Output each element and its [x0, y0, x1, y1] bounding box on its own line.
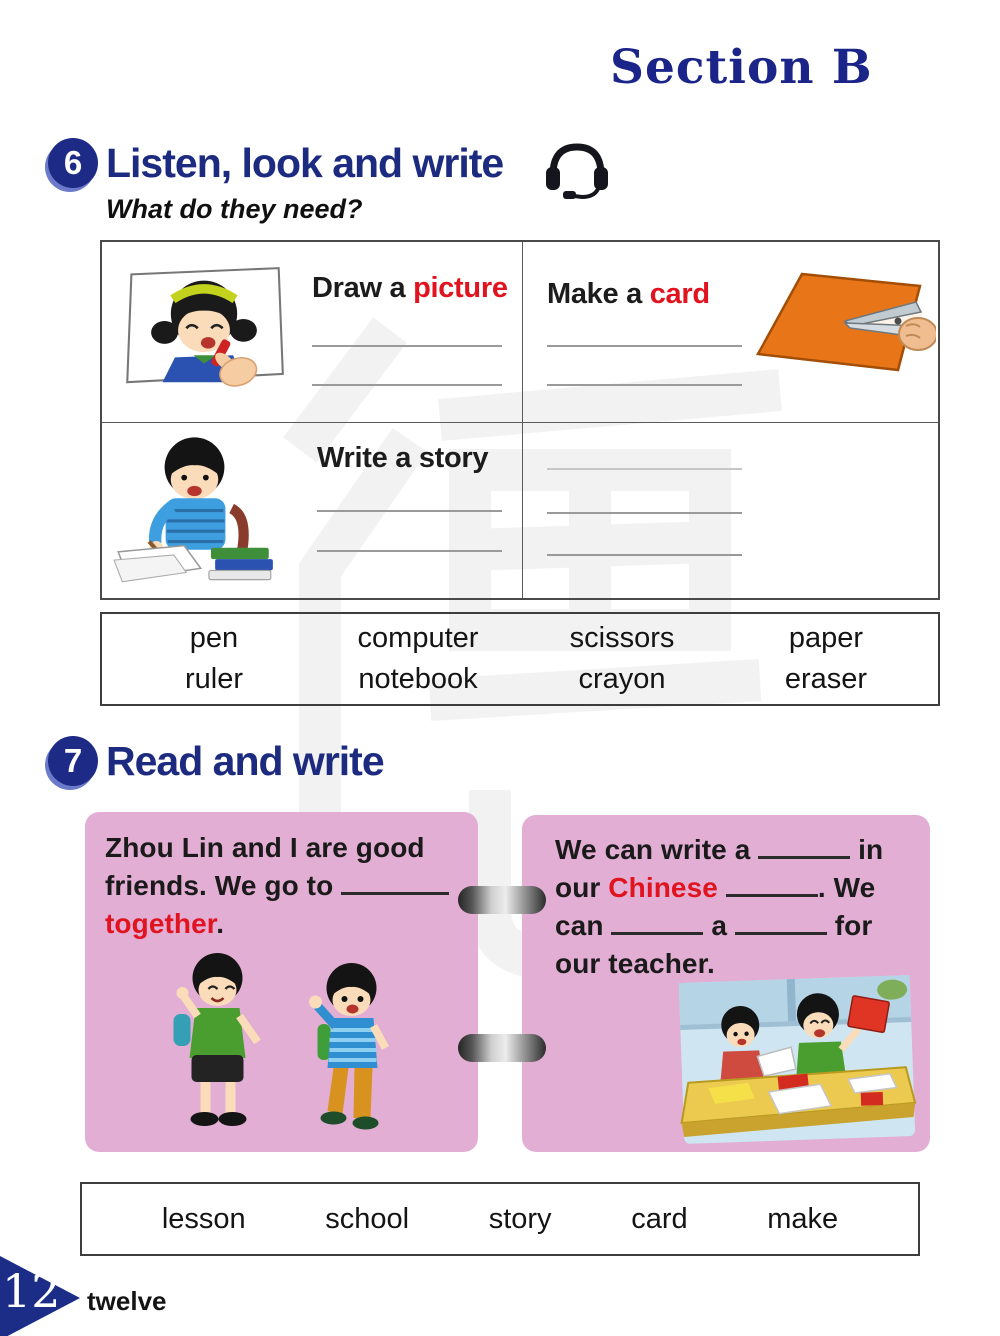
girl-drawing-illustration: [120, 264, 288, 404]
card-text-segment: in our: [555, 834, 884, 903]
notebook-card-left: [85, 812, 478, 1152]
right-card-text: [522, 815, 930, 983]
card-text-segment: .: [216, 908, 225, 939]
blank-line[interactable]: [341, 871, 449, 895]
blank-line[interactable]: [547, 345, 742, 347]
word-bank-2: [80, 1182, 920, 1256]
word-bank-word: paper: [788, 622, 864, 654]
label-keyword: picture: [413, 272, 508, 304]
blank-line[interactable]: [726, 873, 818, 897]
section-header: Section B: [610, 40, 873, 95]
blank-line[interactable]: [547, 384, 742, 386]
blank-line[interactable]: [611, 911, 703, 935]
activity-table: [100, 240, 940, 600]
blank-line[interactable]: [312, 345, 502, 347]
cell-label-make: [547, 278, 710, 311]
blank-line[interactable]: [312, 384, 502, 386]
word-bank-word: school: [325, 1202, 410, 1235]
left-card-text: [85, 812, 478, 943]
card-text-segment: for our teacher.: [555, 910, 873, 979]
page-number-word: twelve: [87, 1286, 167, 1316]
word-bank-word: story: [488, 1202, 552, 1235]
blank-line[interactable]: [735, 911, 827, 935]
label-text: Draw a: [312, 272, 414, 304]
card-text-segment: We can write a: [555, 834, 759, 865]
word-bank-word: card: [631, 1202, 688, 1235]
label-text: Write a story: [317, 442, 489, 474]
card-text-segment: [718, 872, 726, 903]
page-number: 12: [2, 1264, 61, 1318]
blank-line[interactable]: [547, 468, 742, 470]
label-keyword: card: [649, 278, 710, 310]
word-bank-word: eraser: [784, 663, 868, 695]
card-text-segment: a: [703, 910, 735, 941]
classroom-illustration: [674, 973, 920, 1146]
label-text: Make a: [547, 278, 650, 310]
binder-ring: [458, 1034, 546, 1062]
exercise6-badge: 6: [48, 138, 98, 188]
boy-writing-illustration: [112, 430, 277, 585]
exercise7-title: Read and write: [106, 738, 384, 784]
blank-line[interactable]: [317, 510, 502, 512]
cell-label-write: [317, 442, 488, 475]
word-bank-1: [100, 612, 940, 706]
cell-label-draw: [312, 272, 508, 305]
notebook-card-right: [522, 815, 930, 1152]
word-bank-word: lesson: [161, 1202, 246, 1235]
table-divider-horizontal: [102, 422, 938, 423]
word-bank-word: computer: [357, 622, 479, 654]
blank-line[interactable]: [547, 512, 742, 514]
card-text-segment: . We can: [555, 872, 876, 941]
blank-line[interactable]: [758, 835, 850, 859]
exercise6-title: Listen, look and write: [106, 140, 504, 186]
headset-icon: [540, 139, 614, 201]
card-keyword: Chinese: [608, 872, 718, 903]
blank-line[interactable]: [317, 550, 502, 552]
two-boys-illustration: [143, 944, 438, 1144]
word-bank-word: make: [767, 1202, 839, 1235]
card-text-segment: Zhou Lin and I are good friends. We go to: [105, 832, 425, 901]
scissors-card-illustration: [750, 266, 936, 396]
word-bank-word: scissors: [569, 622, 675, 654]
word-bank-word: ruler: [184, 663, 243, 695]
word-bank-word: crayon: [578, 663, 666, 695]
card-keyword: together: [105, 908, 217, 939]
exercise6-subtitle: What do they need?: [106, 194, 363, 224]
blank-line[interactable]: [547, 554, 742, 556]
exercise7-badge: 7: [48, 736, 98, 786]
word-bank-word: notebook: [358, 663, 478, 695]
word-bank-word: pen: [189, 622, 239, 654]
table-divider-vertical: [522, 242, 523, 598]
binder-ring: [458, 886, 546, 914]
